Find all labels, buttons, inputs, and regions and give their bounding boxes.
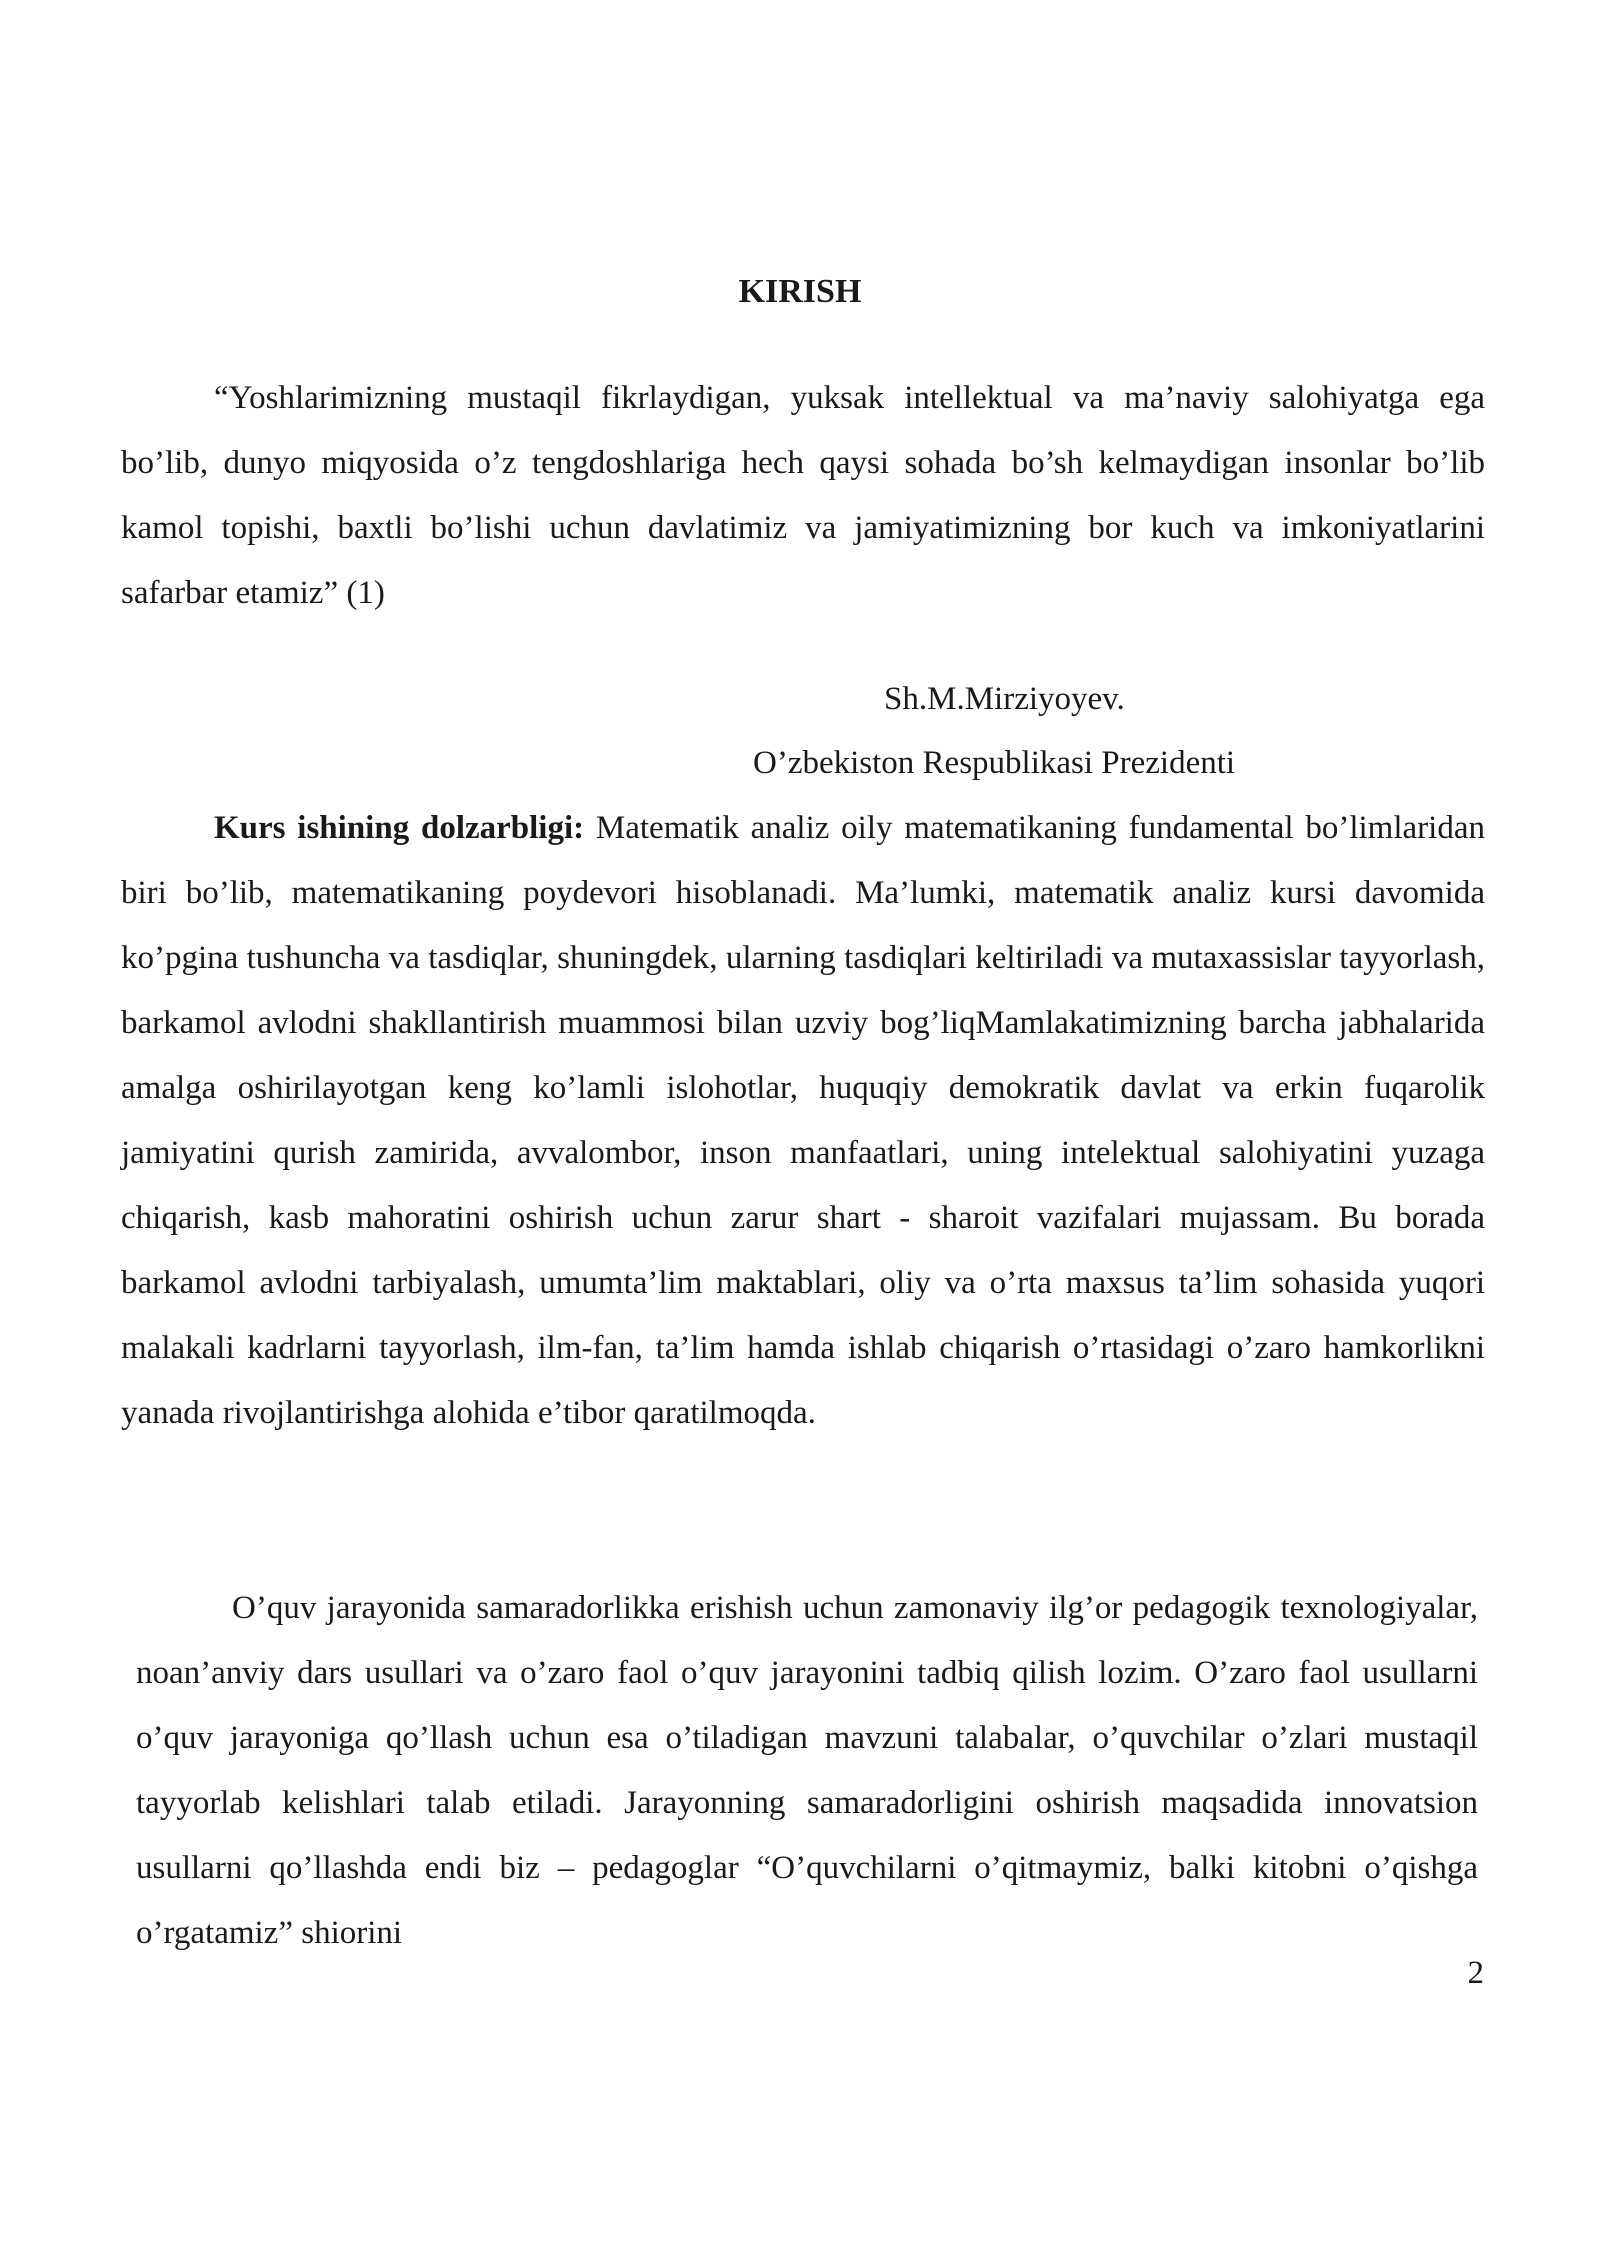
relevance-text: Matematik analiz oily matematikaning fundamental bo’limlaridan biri bo’lib, matematikaning poydevori hisoblanadi. Ma’lumki, matematik analiz kursi davomida ko’pgina tushuncha va tasdiqlar, shuningdek, ularning tasdiqlari keltiriladi va mutaxassislar tayyorlash, barkamol avlodni shakllantirish muammosi bilan uzviy bog’liqMamlakatimizning barcha jabhalarida amalga oshirilayotgan keng ko’lamli islohotlar, huquqiy demokratik davlat va erkin fuqarolik jamiyatini qurish zamirida, avvalombor, inson manfaatlari, uning intelektual salohiyatini yuzaga chiqarish, kasb mahoratini oshirish uchun zarur shart - sharoit vazifalari mujassam. Bu borada barkamol avlodni tarbiyalash, umumta’lim maktablari, oliy va o’rta maxsus ta’lim sohasida yuqori malakali kadrlarni tayyorlash, ilm-fan, ta’lim hamda ishlab chiqarish o’rtasidagi o’zaro hamkorlikni yanada rivojlantirishga alohida e’tibor qaratilmoqda.: [121, 810, 1485, 1431]
paragraph-2: O’quv jarayonida samaradorlikka erishish uchun zamonaviy ilg’or pedagogik texnologiyalar, noan’anviy dars usullari va o’zaro faol o’quv jarayonini tadbiq qilish lozim. O’zaro faol usullarni o’quv jarayoniga qo’llash uchun esa o’tiladigan mavzuni talabalar, o’quvchilar o’zlari mustaqil tayyorlab kelishlari talab etiladi. Jarayonning samaradorligini oshirish maqsadida innovatsion usullarni qo’llashda endi biz – pedagoglar “O’quvchilarni o’qitmaymiz, balki kitobni o’qishga o’rgatamiz” shiorini: [136, 1590, 1478, 1951]
relevance-label: Kurs ishining dolzarbligi:: [214, 810, 585, 846]
epigraph-quote: “Yoshlarimizning mustaqil fikrlaydigan, yuksak intellektual va ma’naviy salohiyatga ega bo’lib, dunyo miqyosida o’z tengdoshlariga hech qaysi sohada bo’sh kelmaydigan insonlar bo’lib kamol topishi, baxtli bo’lishi uchun davlatimiz va jamiyatimizning bor kuch va imkoniyatlarini safarbar etamiz” (1): [121, 380, 1485, 611]
page-title: KIRISH: [738, 273, 862, 310]
relevance-paragraph: [121, 796, 1485, 1446]
epigraph-author-position: O’zbekiston Respublikasi Prezidenti: [753, 745, 1236, 781]
epigraph-author: Sh.M.Mirziyoyev.: [884, 681, 1125, 717]
page-number: 2: [1467, 1955, 1484, 1991]
